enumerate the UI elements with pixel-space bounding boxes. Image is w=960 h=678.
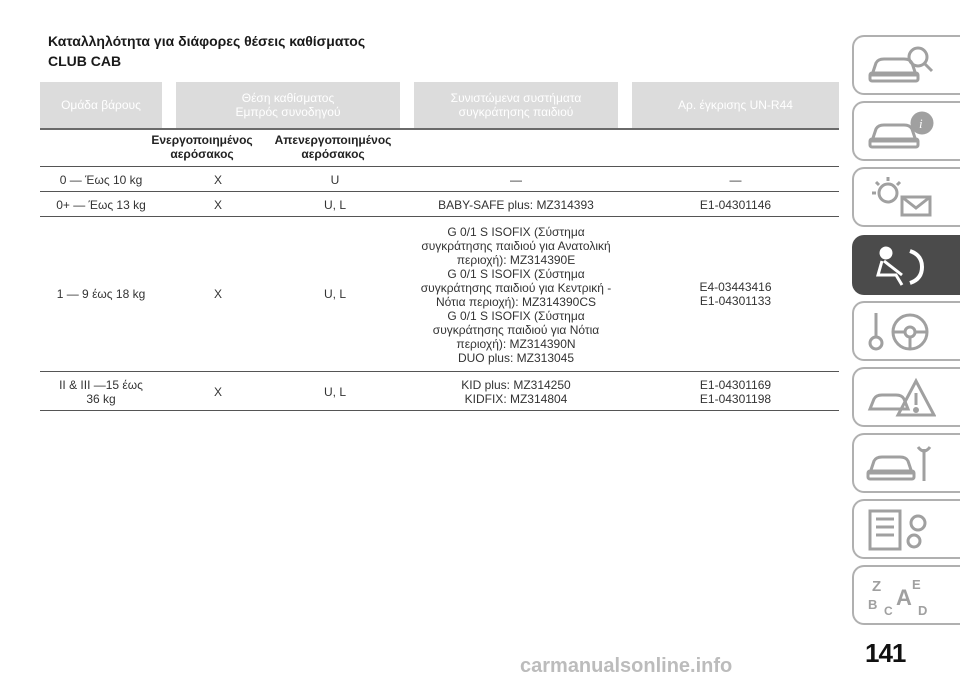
- cell-system: KID plus: MZ314250 KIDFIX: MZ314804: [461, 378, 571, 406]
- cell-system: —: [510, 173, 522, 187]
- chapter-tabs: [852, 0, 960, 678]
- cell-airbag-active: X: [213, 385, 222, 399]
- header-gap: [618, 82, 632, 128]
- cell-weight-group: II & III —15 έως 36 kg: [59, 378, 143, 406]
- cell-airbag-inactive: U, L: [323, 198, 346, 212]
- cell-airbag-active: X: [213, 198, 222, 212]
- header-weight-group: Ομάδα βάρους: [61, 98, 141, 112]
- svg-text:B: B: [868, 597, 878, 612]
- cell-airbag-inactive: U: [330, 173, 340, 187]
- tab-car-search[interactable]: [852, 35, 960, 95]
- cell-weight-group: 1 — 9 έως 18 kg: [56, 287, 146, 301]
- tab-key-steering[interactable]: [852, 301, 960, 361]
- tab-car-warning[interactable]: [852, 367, 960, 427]
- cell-approval: E1-04301169 E1-04301198: [699, 378, 772, 406]
- row-divider: [40, 191, 839, 192]
- tab-seat-airbag[interactable]: [852, 235, 960, 295]
- seat-airbag-icon: [866, 245, 936, 287]
- alphabet-index-icon: [866, 575, 936, 617]
- tab-car-wrench[interactable]: [852, 433, 960, 493]
- checklist-gear-icon: [866, 509, 936, 551]
- svg-text:A: A: [896, 585, 912, 610]
- header-seat-position: Θέση καθίσματος Εμπρός συνοδηγού: [235, 91, 341, 119]
- cell-approval: —: [729, 173, 742, 187]
- header-approval-number: Αρ. έγκρισης UN-R44: [678, 98, 793, 112]
- tab-warning-lights[interactable]: [852, 167, 960, 227]
- svg-text:Z: Z: [872, 578, 882, 595]
- subheader-airbag-active: Ενεργοποιημένος αερόσακος: [151, 133, 253, 161]
- cell-airbag-inactive: U, L: [323, 385, 346, 399]
- cell-approval: E1-04301146: [699, 198, 772, 212]
- warning-light-message-icon: [866, 177, 936, 219]
- header-gap: [162, 82, 176, 128]
- cell-approval: E4-03443416 E1-04301133: [699, 280, 772, 308]
- car-wrench-icon: [866, 443, 936, 485]
- tab-checklist-gear[interactable]: [852, 499, 960, 559]
- cell-system: BABY-SAFE plus: MZ314393: [438, 198, 594, 212]
- car-info-icon: [866, 111, 936, 153]
- row-divider: [40, 410, 839, 411]
- cell-weight-group: 0 — Έως 10 kg: [59, 173, 143, 187]
- cell-airbag-active: X: [213, 287, 222, 301]
- header-recommended-systems: Συνιστώμενα συστήματα συγκράτησης παιδιού: [450, 91, 582, 119]
- row-divider: [40, 166, 839, 167]
- svg-text:i: i: [919, 116, 923, 131]
- header-gap: [400, 82, 414, 128]
- subheader-airbag-inactive: Απενεργοποιημένος αερόσακος: [274, 133, 392, 161]
- page-number: 141: [865, 638, 906, 668]
- key-steering-wheel-icon: [866, 311, 936, 353]
- svg-text:C: C: [884, 604, 893, 617]
- page-title: Καταλληλότητα για διάφορες θέσεις καθίσματος: [48, 33, 366, 49]
- car-search-icon: [866, 45, 936, 87]
- cell-weight-group: 0+ — Έως 13 kg: [56, 198, 146, 212]
- cell-system: G 0/1 S ISOFIX (Σύστημα συγκράτησης παιδιού για Ανατολική περιοχή): MZ314390E G 0/1 S ISOFIX (Σύστημα συγκράτησης παιδιού για Κεντρική - Νότια περιοχή): MZ314390CS G 0/1 S ISOFIX (Σύστημα συγκράτησης παιδιού για Νότια περιοχή): MZ314390N DUO plus: MZ313045: [420, 225, 612, 365]
- svg-text:E: E: [912, 577, 921, 592]
- cell-airbag-active: X: [213, 173, 222, 187]
- tab-car-info[interactable]: [852, 101, 960, 161]
- tab-alphabet-index[interactable]: [852, 565, 960, 625]
- svg-text:D: D: [918, 603, 928, 617]
- page-subtitle: CLUB CAB: [48, 53, 122, 69]
- row-divider: [40, 216, 839, 217]
- watermark: carmanualsonline.info: [520, 655, 733, 677]
- cell-airbag-inactive: U, L: [323, 287, 346, 301]
- row-divider: [40, 371, 839, 372]
- car-warning-triangle-icon: [866, 377, 936, 419]
